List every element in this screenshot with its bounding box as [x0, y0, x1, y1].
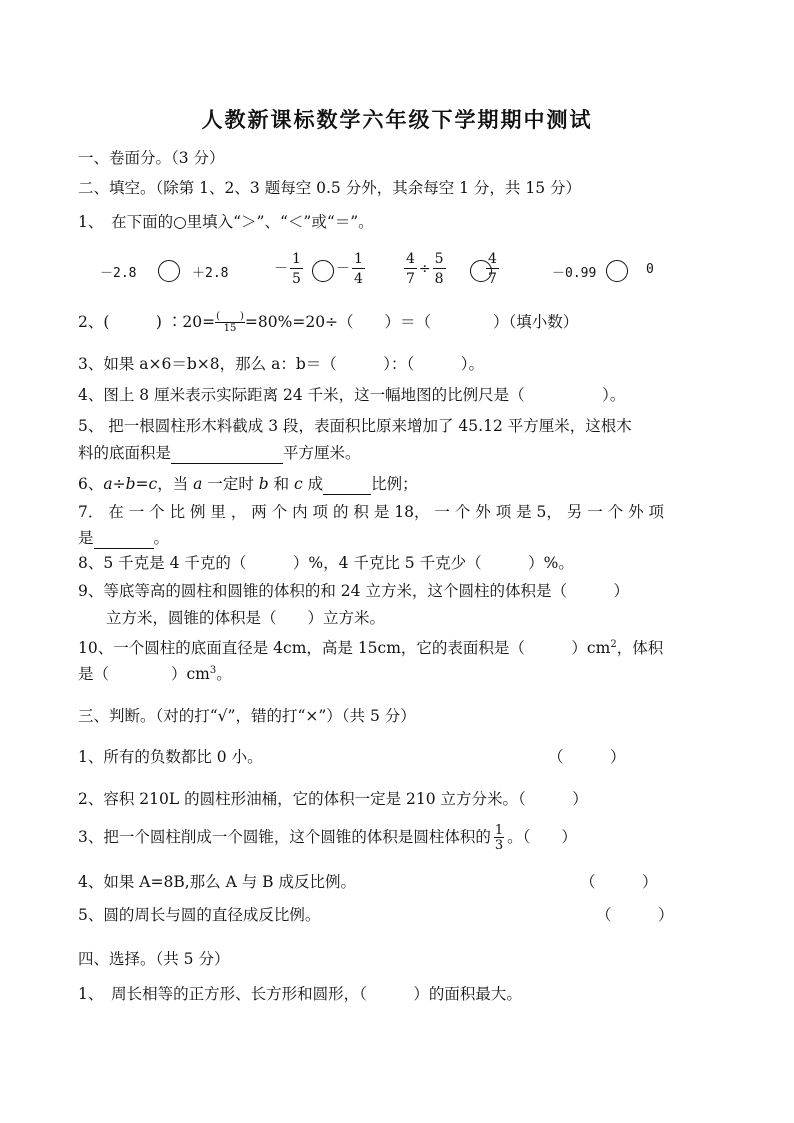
minus-sign: －	[274, 261, 288, 277]
question-8: 8、5 千克是 4 千克的（ ）%，4 千克比 5 千克少（ ）%。	[78, 554, 574, 572]
question-1: 1、 在下面的○里填入“＞”、“＜”或“＝”。	[78, 213, 374, 231]
judge-5: 5、圆的周长与圆的直径成反比例。	[78, 906, 321, 924]
judge-4-answer[interactable]: （ ）	[580, 873, 658, 891]
question-9-line-1: 9、等底等高的圆柱和圆锥的体积的和 24 立方米，这个圆柱的体积是（ ）	[78, 582, 629, 600]
judge-1-answer[interactable]: （ ）	[548, 748, 626, 766]
question-3: 3、如果 a×6＝b×8，那么 a：b＝（ ）：（ ）。	[78, 355, 484, 373]
judge-1: 1、所有的负数都比 0 小。	[78, 748, 263, 766]
section-2-heading: 二、填空。（除第 1、2、3 题每空 0.5 分外，其余每空 1 分，共 15 分）	[78, 179, 581, 197]
q2-text-b: =80%=20÷（ ）＝（ ）（填小数）	[244, 313, 579, 331]
question-10-line-1	[78, 635, 663, 658]
q6-num: 6、	[78, 475, 104, 493]
compare-d-left: －0.99	[552, 266, 597, 281]
frac-numerator: 5	[434, 251, 444, 267]
q6-text: ，当	[157, 475, 194, 493]
question-7-line-2	[78, 528, 169, 549]
q2-frac-denominator: 15	[223, 323, 237, 334]
section-1-heading: 一、卷面分。（3 分）	[78, 149, 225, 167]
minus-sign: －	[336, 261, 350, 277]
judge-3	[78, 824, 577, 852]
compare-a-left: －2.8	[100, 266, 137, 281]
q10-superscript: 3	[209, 665, 217, 676]
divide-sign: ÷	[418, 261, 431, 277]
frac-numerator: 4	[488, 251, 497, 267]
frac-numerator: 4	[406, 251, 415, 267]
q10-text: 10、一个圆柱的底面直径是 4cm，高是 15cm，它的表面积是（ ）cm	[78, 639, 611, 658]
j3-frac-denominator: 3	[494, 838, 504, 853]
j3-frac-numerator: 1	[494, 823, 504, 838]
section-4-heading: 四、选择。（共 5 分）	[78, 950, 230, 968]
j3-end: 。（ ）	[507, 828, 577, 846]
q2-frac-numerator: ( )	[216, 311, 244, 322]
frac-denominator: 4	[354, 271, 363, 287]
q10-text: 是（ ）cm	[78, 665, 210, 684]
q10-text-end: ，体积	[616, 639, 664, 658]
page-title: 人教新课标数学六年级下学期期中测试	[201, 107, 593, 132]
compare-a-right: ＋2.8	[192, 266, 229, 281]
frac-numerator: 1	[354, 251, 363, 267]
compare-circle-2[interactable]	[312, 260, 334, 282]
q6-text: 和	[268, 475, 295, 493]
j3-text: 3、把一个圆柱削成一个圆锥，这个圆锥的体积是圆柱体积的	[78, 828, 491, 846]
q7-end: 。	[153, 529, 170, 547]
q6-text: 一定时	[202, 475, 259, 493]
q6-text: 成	[302, 475, 324, 493]
q2-text-a: 2、( ) ∶20=	[78, 313, 216, 331]
q6-end: 比例；	[371, 475, 418, 493]
q5-text: 料的底面积是	[78, 444, 172, 462]
compare-circle-1[interactable]	[158, 260, 180, 282]
q6-var-b: b	[258, 475, 269, 493]
question-2	[78, 312, 578, 334]
frac-denominator: 7	[406, 271, 415, 287]
judge-5-answer[interactable]: （ ）	[596, 906, 674, 924]
choice-1: 1、 周长相等的正方形、长方形和圆形，（ ）的面积最大。	[78, 985, 522, 1003]
q5-unit: 平方厘米。	[283, 444, 361, 462]
q6-formula: a÷b=c	[103, 475, 158, 493]
question-9-line-2: 立方米，圆锥的体积是（ ）立方米。	[106, 609, 386, 627]
q7-text: 是	[78, 529, 94, 547]
frac-denominator: 5	[292, 271, 301, 287]
compare-d-right: 0	[646, 262, 654, 277]
frac-denominator: 8	[434, 271, 444, 287]
q10-superscript: 2	[610, 639, 617, 650]
section-3-heading: 三、判断。（对的打“√”，错的打“×”）（共 5 分）	[78, 707, 416, 725]
question-5-line-1: 5、 把一根圆柱形木料截成 3 段，表面积比原来增加了 45.12 平方厘米，这根木	[78, 417, 632, 435]
judge-4: 4、如果 A=8B,那么 A 与 B 成反比例。	[78, 873, 356, 891]
frac-numerator: 1	[292, 251, 301, 267]
question-7-line-1: 7． 在 一 个 比 例 里 ， 两 个 内 项 的 积 是 18， 一 个 外 项 是 5， 另 一 个 外 项	[78, 503, 665, 521]
q6-var-c: c	[294, 475, 303, 493]
judge-2: 2、容积 210L 的圆柱形油桶，它的体积一定是 210 立方分米。（ ）	[78, 790, 588, 808]
question-6	[78, 474, 418, 495]
question-4: 4、图上 8 厘米表示实际距离 24 千米，这一幅地图的比例尺是（ ）。	[78, 386, 626, 404]
question-5-line-2	[78, 443, 361, 464]
question-10-line-2	[78, 661, 232, 684]
q6-var-a: a	[193, 475, 203, 493]
q10-text-end: 。	[216, 665, 232, 684]
frac-denominator: 7	[488, 271, 497, 287]
compare-circle-4[interactable]	[606, 260, 628, 282]
